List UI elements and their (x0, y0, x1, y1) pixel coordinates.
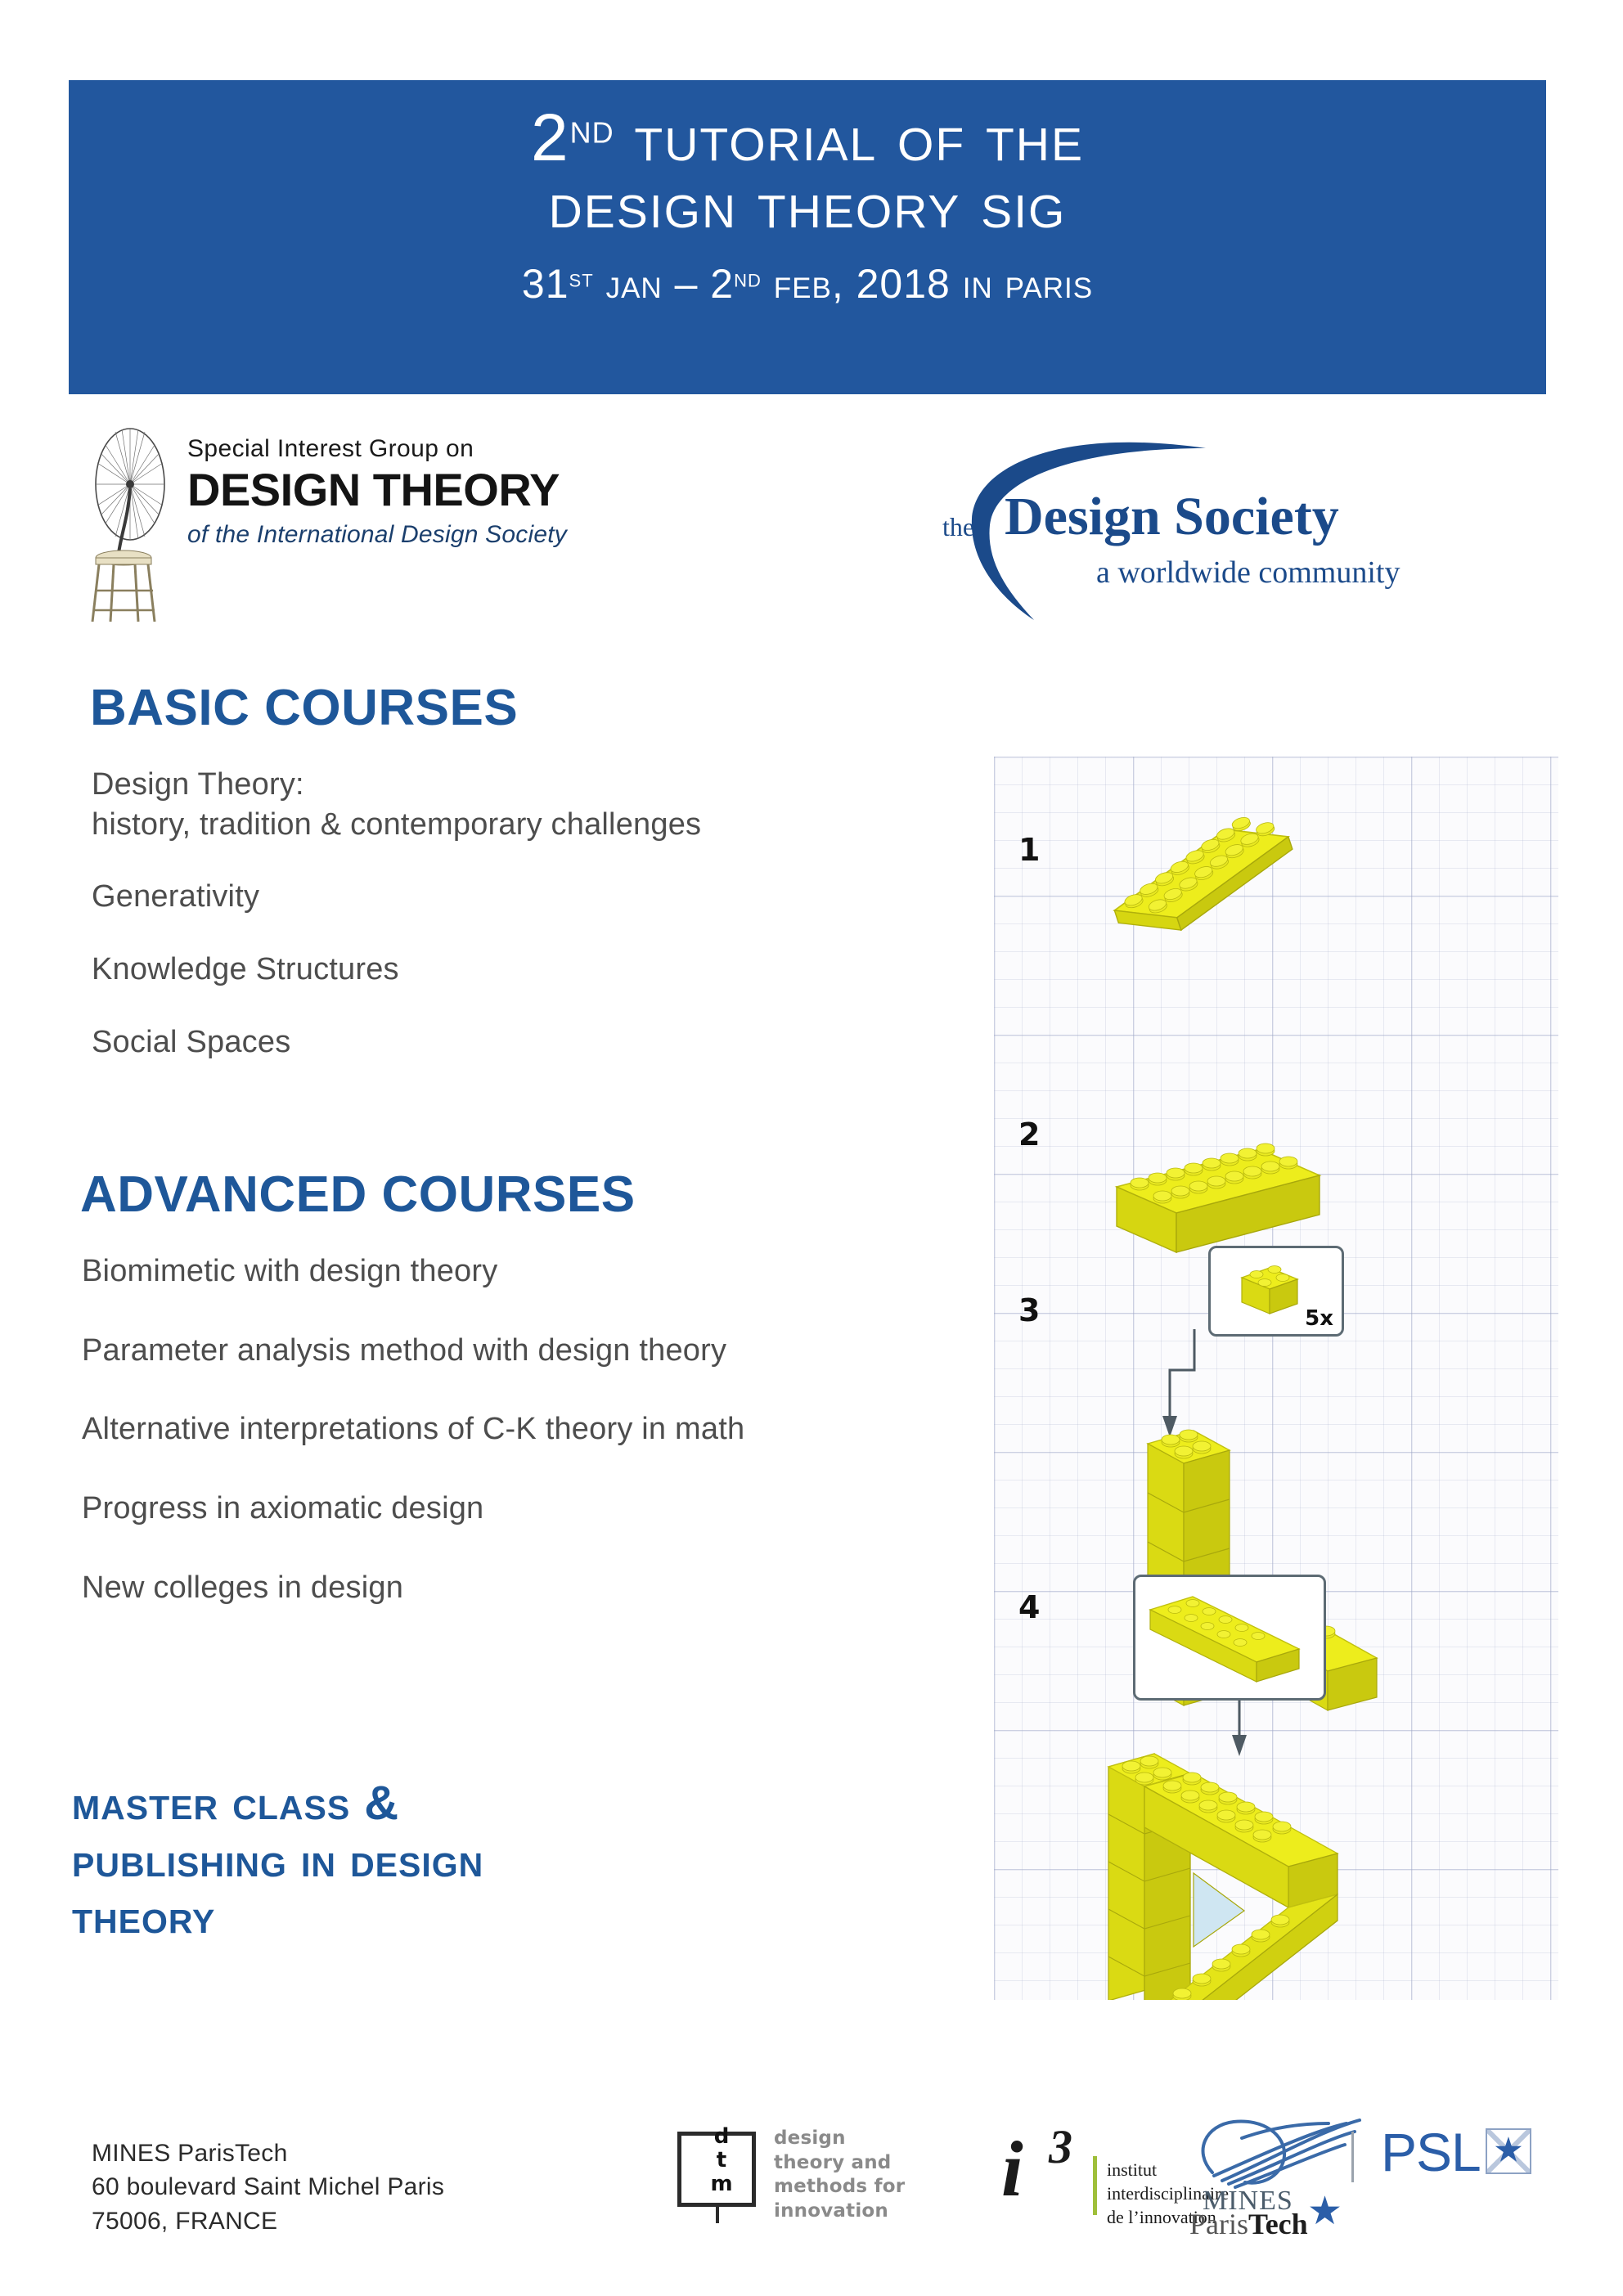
design-society-tagline: a worldwide community (1096, 555, 1400, 590)
lego-penrose-triangle (1108, 1754, 1338, 2000)
course-title: Design Theory: (92, 767, 304, 802)
mines-paristech-logo (1185, 2119, 1389, 2241)
step4-assembly-arrow (1232, 1696, 1247, 1756)
dtm-text-line4: innovation (774, 2199, 888, 2222)
dtm-letter-t: t (716, 2148, 727, 2173)
dtm-logo (669, 2125, 931, 2231)
dtm-text-line2: theory and (774, 2151, 892, 2173)
dtm-letter-d: d (713, 2124, 730, 2149)
basic-courses-heading: BASIC COURSES (90, 680, 519, 736)
master-class-line2: publishing in design (72, 1833, 484, 1887)
design-society-logo (936, 420, 1533, 625)
paristech-tech: Tech (1248, 2208, 1308, 2240)
i3-text-line2: interdisciplinaire (1107, 2183, 1230, 2204)
step-number-3: 3 (1018, 1292, 1041, 1328)
date-end-suffix: nd (734, 263, 762, 293)
address-line2: 60 boulevard Saint Michel Paris (92, 2173, 445, 2201)
date-start-suffix: st (569, 263, 594, 293)
lego-build-diagram (994, 757, 1558, 2000)
course-title: Knowledge Structures (92, 951, 399, 986)
list-item (92, 1022, 965, 1063)
advanced-courses-heading: ADVANCED COURSES (80, 1166, 636, 1223)
dtm-text-line1: design (774, 2128, 846, 2149)
title-ordinal-suffix: nd (569, 105, 614, 152)
date-middle: jan – 2 (593, 261, 735, 307)
venue-address (92, 2136, 444, 2238)
sig-logo-text (187, 435, 596, 549)
i3-exponent-3: 3 (1049, 2120, 1072, 2173)
footer-divider (1351, 2132, 1354, 2182)
i3-letter-i: i (1001, 2125, 1023, 2213)
design-society-the: the (942, 512, 975, 541)
advanced-courses-list (82, 1251, 972, 1607)
course-title: New colleges in design (82, 1570, 404, 1605)
psl-star-icon: ★ (1493, 2130, 1524, 2169)
course-title: Progress in axiomatic design (82, 1490, 484, 1525)
design-theory-sig-logo (81, 417, 605, 630)
date-start: 31 (521, 261, 569, 307)
step-number-1: 1 (1018, 832, 1041, 868)
psl-badge (1486, 2128, 1531, 2174)
date-rest: feb, 2018 in paris (761, 261, 1094, 307)
step3-part-callout (1208, 1246, 1344, 1337)
master-class-line1: master class & (72, 1777, 400, 1830)
list-item (92, 950, 965, 990)
dtm-letter-m: m (710, 2172, 733, 2197)
step4-part-callout (1133, 1575, 1326, 1701)
logo-row (69, 409, 1546, 638)
lego-bricks-illustration (994, 757, 1558, 2000)
event-dates (522, 260, 1093, 308)
address-line3: 75006, FRANCE (92, 2207, 278, 2235)
bicycle-wheel-on-stool-icon (81, 417, 179, 630)
paristech-paris: Paris (1189, 2208, 1248, 2240)
mines-star-icon: ★ (1307, 2190, 1343, 2233)
list-item (82, 1489, 972, 1529)
course-title: Biomimetic with design theory (82, 1254, 498, 1288)
dtm-logo-letters (705, 2125, 738, 2196)
master-class-line3: theory (72, 1890, 216, 1944)
course-title: Alternative interpretations of C-K theory in math (82, 1412, 745, 1447)
header-banner (69, 80, 1546, 394)
course-title: Parameter analysis method with design theory (82, 1332, 727, 1368)
paristech-wordmark (1189, 2207, 1308, 2241)
list-item (92, 877, 965, 917)
list-item (82, 1331, 972, 1371)
footer (0, 2119, 1623, 2290)
lego-2x10-brick-icon (1135, 1577, 1319, 1693)
dtm-logo-tick (716, 2205, 719, 2223)
list-item (82, 1409, 972, 1449)
callout-quantity: 5x (1305, 1306, 1333, 1331)
i3-text-line3: de l’innovation (1107, 2207, 1216, 2228)
i3-logo-mark (991, 2122, 1090, 2220)
step3-assembly-arrow (1162, 1329, 1194, 1437)
master-class-heading (72, 1775, 483, 1946)
section-basic-courses (82, 679, 965, 1094)
basic-courses-list (92, 765, 965, 1062)
psl-logo (1381, 2120, 1577, 2218)
lego-step1-plate (1099, 806, 1306, 948)
dtm-text-line3: methods for (774, 2176, 906, 2198)
course-subtitle: history, tradition & contemporary challenges (92, 807, 702, 842)
list-item (92, 765, 965, 844)
title-line2: design theory sig (548, 168, 1067, 242)
title-line1-rest: tutorial of the (614, 101, 1084, 175)
title-number: 2 (531, 101, 570, 175)
dtm-logo-text (774, 2127, 905, 2224)
course-title: Social Spaces (92, 1024, 291, 1059)
step-number-4: 4 (1018, 1589, 1041, 1625)
section-advanced-courses (72, 1166, 972, 1647)
step-number-2: 2 (1018, 1117, 1041, 1152)
i3-logo-accent-bar (1093, 2156, 1097, 2215)
sig-logo-line2: DESIGN THEORY (187, 464, 560, 515)
design-society-name: Design Society (1005, 487, 1339, 546)
mines-swirl-icon (1185, 2115, 1389, 2197)
i3-text-line1: institut (1107, 2159, 1158, 2180)
sig-logo-line3: of the International Design Society (187, 520, 567, 548)
list-item (82, 1568, 972, 1608)
course-title: Generativity (92, 879, 260, 914)
mines-wordmark: MINES (1203, 2186, 1293, 2216)
list-item (82, 1251, 972, 1292)
psl-wordmark: PSL (1381, 2122, 1481, 2182)
address-line1: MINES ParisTech (92, 2140, 288, 2167)
sig-logo-line1: Special Interest Group on (187, 435, 474, 462)
page-title (531, 101, 1084, 242)
lego-step2-brick (1117, 1144, 1320, 1252)
